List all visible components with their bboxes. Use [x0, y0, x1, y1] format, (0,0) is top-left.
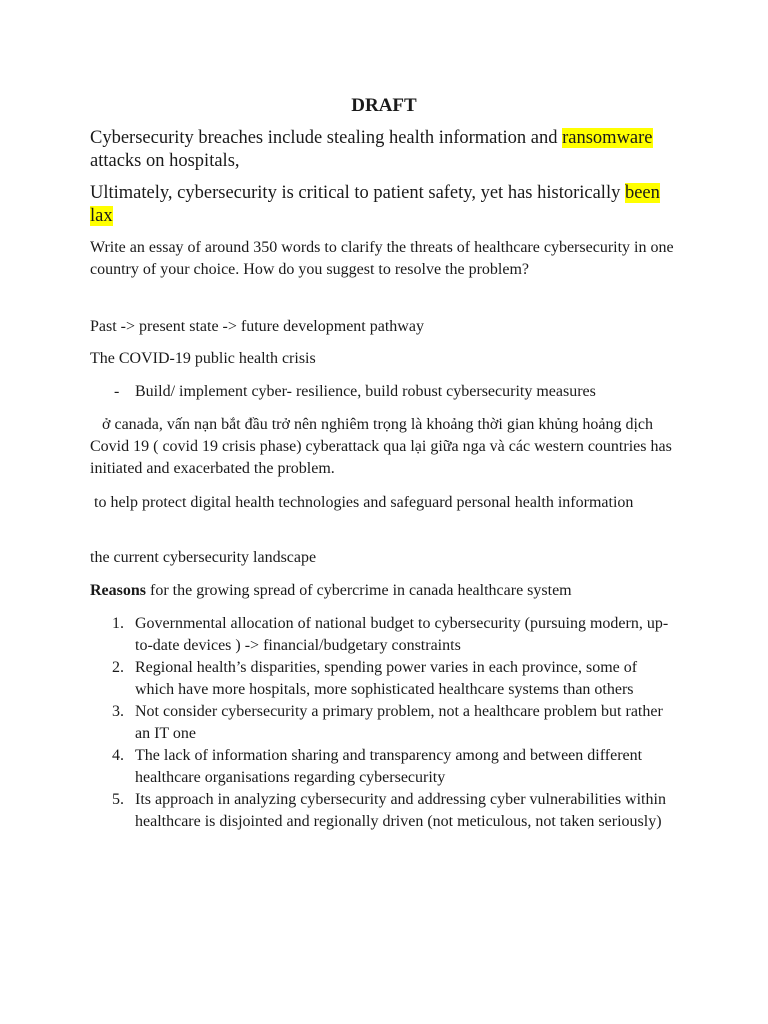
- bullet-dash: -: [114, 383, 120, 400]
- covid-heading: The COVID-19 public health crisis: [90, 350, 316, 367]
- reasons-heading: [90, 580, 680, 602]
- list-number: 5.: [112, 791, 124, 808]
- intro-text-1b: attacks on hospitals,: [90, 151, 240, 171]
- list-text: The lack of information sharing and transparency among and between different healthcare organisations regarding cybersecurity: [135, 747, 643, 786]
- document-title: DRAFT: [351, 95, 417, 116]
- protection-note: to help protect digital health technologies and safeguard personal health information: [94, 494, 634, 511]
- list-number: 1.: [112, 615, 124, 632]
- list-item: [90, 613, 680, 657]
- list-text: Regional health’s disparities, spending power varies in each province, some of which have more hospitals, more sophisticated healthcare systems than others: [135, 659, 638, 698]
- intro-text-2a: Ultimately, cybersecurity is critical to patient safety, yet has historically: [90, 183, 625, 203]
- pathway-line: Past -> present state -> future development pathway: [90, 318, 424, 335]
- list-text: Not consider cybersecurity a primary problem, not a healthcare problem but rather an IT one: [135, 703, 663, 742]
- list-number: 4.: [112, 747, 124, 764]
- reasons-heading-rest: for the growing spread of cybercrime in canada healthcare system: [146, 582, 572, 599]
- list-number: 2.: [112, 659, 124, 676]
- list-text: Governmental allocation of national budget to cybersecurity (pursuing modern, up-to-date devices ) -> financial/budgetary constraints: [135, 615, 669, 654]
- bullet-text: Build/ implement cyber- resilience, build robust cybersecurity measures: [135, 383, 596, 400]
- reasons-bold: Reasons: [90, 582, 147, 599]
- list-text: Its approach in analyzing cybersecurity and addressing cyber vulnerabilities within healthcare is disjointed and regionally driven (not meticulous, not taken seriously): [135, 791, 666, 830]
- intro-paragraph-1: [90, 127, 680, 173]
- document-page: [90, 0, 690, 1024]
- highlight-ransomware: ransomware: [562, 128, 653, 148]
- list-item: [90, 657, 680, 701]
- vietnamese-note: ở canada, vấn nạn bắt đầu trở nên nghiêm trọng là khoảng thời gian khủng hoảng dịch Covid 19 ( covid 19 crisis phase) cyberattack qua lại giữa nga và các western countries has initiated and exacerbated the problem.: [90, 416, 672, 477]
- list-item: [90, 789, 680, 833]
- intro-text-1a: Cybersecurity breaches include stealing health information and: [90, 128, 563, 148]
- landscape-line: the current cybersecurity landscape: [90, 549, 317, 566]
- list-number: 3.: [112, 703, 124, 720]
- essay-prompt: Write an essay of around 350 words to clarify the threats of healthcare cybersecurity in one country of your choice. How do you suggest to resolve the problem?: [90, 239, 674, 278]
- intro-paragraph-2: [90, 182, 680, 228]
- list-item: [90, 745, 680, 789]
- reasons-list: [90, 613, 680, 833]
- highlight-been-lax: been lax: [90, 183, 660, 226]
- list-item: [90, 701, 680, 745]
